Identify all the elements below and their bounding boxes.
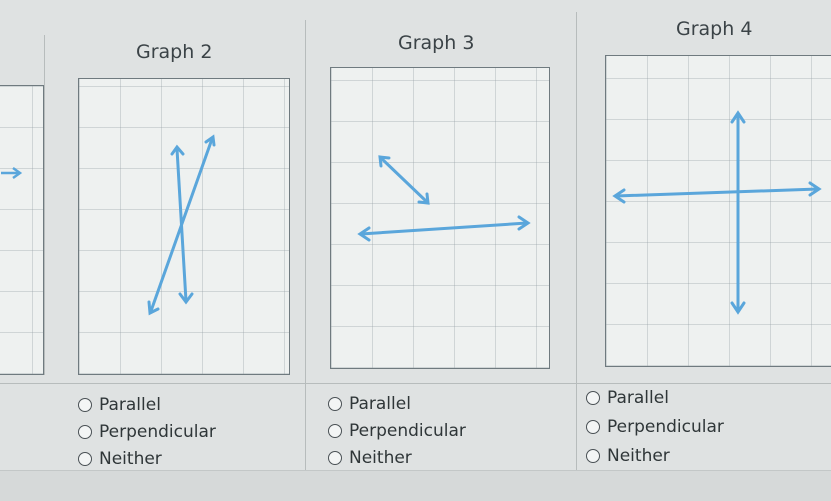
graph-2-option-neither[interactable] <box>78 447 162 471</box>
bottom-strip <box>0 470 831 501</box>
option-label: Neither <box>99 449 162 469</box>
graph-3-line-b <box>361 223 527 234</box>
column-divider <box>305 20 306 470</box>
option-label: Parallel <box>349 394 411 414</box>
graph-2-option-perpendicular[interactable] <box>78 420 216 444</box>
radio-button[interactable] <box>78 452 92 466</box>
radio-button[interactable] <box>586 391 600 405</box>
radio-button[interactable] <box>328 397 342 411</box>
graph-3-option-neither[interactable] <box>328 446 412 470</box>
graph-3-option-perpendicular[interactable] <box>328 419 466 443</box>
graph-2-option-parallel[interactable] <box>78 393 161 417</box>
radio-button[interactable] <box>78 425 92 439</box>
radio-button[interactable] <box>78 398 92 412</box>
row-divider <box>0 383 831 384</box>
graph-2-line-b <box>151 139 212 311</box>
graph-4-option-neither[interactable] <box>586 444 670 468</box>
graph-2-title: Graph 2 <box>136 41 213 63</box>
option-label: Neither <box>607 446 670 466</box>
graph-3-title: Graph 3 <box>398 32 475 54</box>
graph-3-line-a <box>381 158 427 202</box>
option-label: Perpendicular <box>99 422 216 442</box>
option-label: Neither <box>349 448 412 468</box>
radio-button[interactable] <box>328 424 342 438</box>
radio-button[interactable] <box>586 420 600 434</box>
graph-4-line-horizontal <box>616 189 818 196</box>
option-label: Parallel <box>607 388 669 408</box>
radio-button[interactable] <box>586 449 600 463</box>
graph-3-option-parallel[interactable] <box>328 392 411 416</box>
graph-4-option-perpendicular[interactable] <box>586 415 724 439</box>
graph-4-title: Graph 4 <box>676 18 753 40</box>
graph-1-partial <box>0 85 44 375</box>
graph-1-lines <box>0 86 43 374</box>
option-label: Perpendicular <box>349 421 466 441</box>
option-label: Parallel <box>99 395 161 415</box>
graph-3-grid <box>330 67 550 369</box>
option-label: Perpendicular <box>607 417 724 437</box>
graph-2-grid <box>78 78 290 375</box>
graph-2-lines <box>79 79 289 374</box>
graph-4-option-parallel[interactable] <box>586 386 669 410</box>
graph-4-grid <box>605 55 831 367</box>
column-divider <box>44 35 45 375</box>
graph-3-lines <box>331 68 549 368</box>
graph-4-lines <box>606 56 831 366</box>
column-divider <box>576 12 577 470</box>
radio-button[interactable] <box>328 451 342 465</box>
